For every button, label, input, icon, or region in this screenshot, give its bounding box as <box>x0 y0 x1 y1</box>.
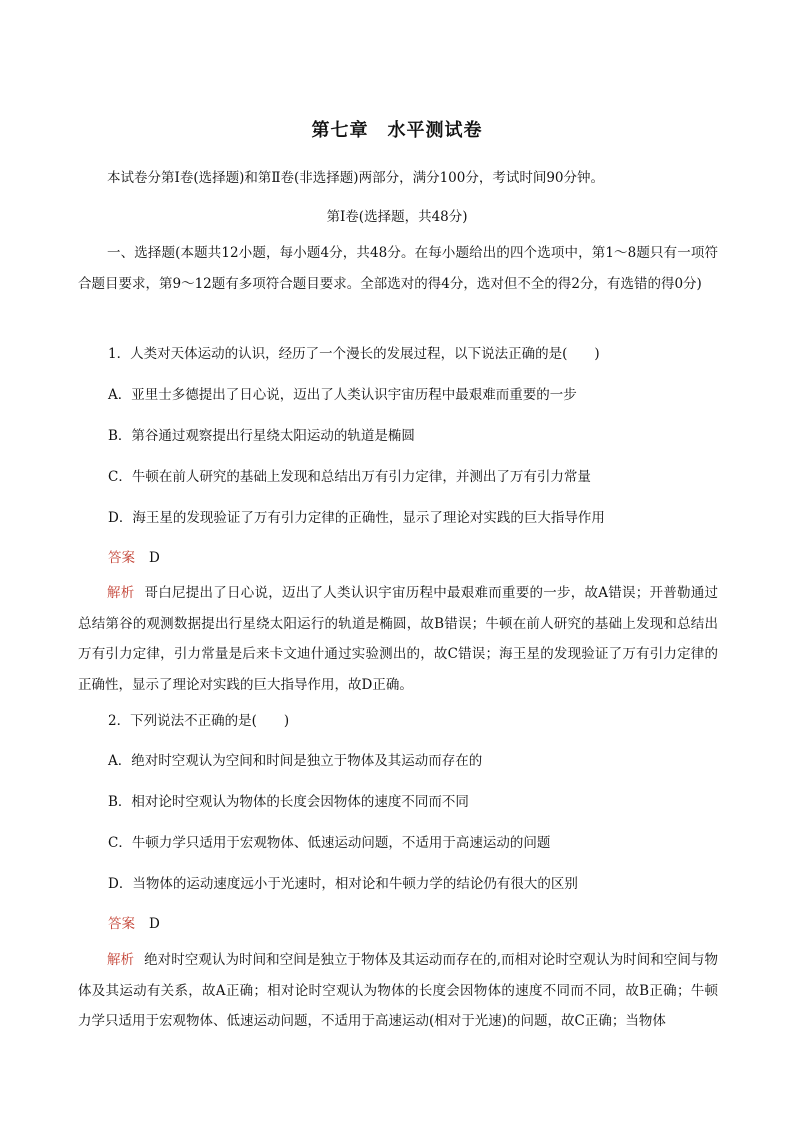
option-b: B．第谷通过观察提出行星绕太阳运动的轨道是椭圆 <box>108 428 415 444</box>
option-a: A．绝对时空观认为空间和时间是独立于物体及其运动而存在的 <box>108 753 483 769</box>
option-c: C．牛顿在前人研究的基础上发现和总结出万有引力定律，并测出了万有引力常量 <box>108 469 591 485</box>
question-stem: 1．人类对天体运动的认识，经历了一个漫长的发展过程，以下说法正确的是( ) <box>108 346 600 362</box>
answer-value: D <box>149 550 160 566</box>
answer-line <box>108 912 160 932</box>
answer-value: D <box>149 916 160 932</box>
question-stem: 2．下列说法不正确的是( ) <box>108 713 290 729</box>
option-b: B．相对论时空观认为物体的长度会因物体的速度不同而不同 <box>108 794 469 810</box>
analysis-label: 解析 <box>107 952 135 968</box>
answer-label: 答案 <box>108 550 135 566</box>
page-title: 第七章 水平测试卷 <box>311 120 483 141</box>
option-d: D．海王星的发现验证了万有引力定律的正确性，显示了理论对实践的巨大指导作用 <box>108 510 605 526</box>
analysis-label: 解析 <box>107 585 135 601</box>
section-instructions: 一、选择题(本题共12小题，每小题4分，共48分。在每小题给出的四个选项中，第1～8题只有一项符合题目要求，第9～12题有多项符合题目要求。全部选对的得4分，选对但不全的得2分，有选错的得0分) <box>78 245 718 292</box>
analysis-text: 哥白尼提出了日心说，迈出了人类认识宇宙历程中最艰难而重要的一步，故A错误；开普勒通过总结第谷的观测数据提出行星绕太阳运行的轨道是椭圆，故B错误；牛顿在前人研究的基础上发现和总结出万有引力定律，引力常量是后来卡文迪什通过实验测出的，故C错误；海王星的发现验证了万有引力定律的正确性，显示了理论对实践的巨大指导作用，故D正确。 <box>78 585 718 693</box>
option-d: D．当物体的运动速度远小于光速时，相对论和牛顿力学的结论仍有很大的区别 <box>108 876 578 892</box>
section-heading: 第Ⅰ卷(选择题，共48分) <box>326 209 468 225</box>
option-a: A．亚里士多德提出了日心说，迈出了人类认识宇宙历程中最艰难而重要的一步 <box>108 387 577 403</box>
analysis-paragraph <box>78 578 718 700</box>
analysis-text: 绝对时空观认为时间和空间是独立于物体及其运动而存在的,而相对论时空观认为时间和空间与物体及其运动有关系，故A正确；相对论时空观认为物体的长度会因物体的速度不同而不同，故B正确；牛顿力学只适用于宏观物体、低速运动问题，不适用于高速运动(相对于光速)的问题，故C正确；当物体 <box>78 952 718 1029</box>
analysis-paragraph <box>78 945 718 1037</box>
exam-intro: 本试卷分第Ⅰ卷(选择题)和第Ⅱ卷(非选择题)两部分，满分100分，考试时间90分钟。 <box>107 170 605 186</box>
answer-line <box>108 546 160 566</box>
answer-label: 答案 <box>108 916 135 932</box>
option-c: C．牛顿力学只适用于宏观物体、低速运动问题，不适用于高速运动的问题 <box>108 835 551 851</box>
